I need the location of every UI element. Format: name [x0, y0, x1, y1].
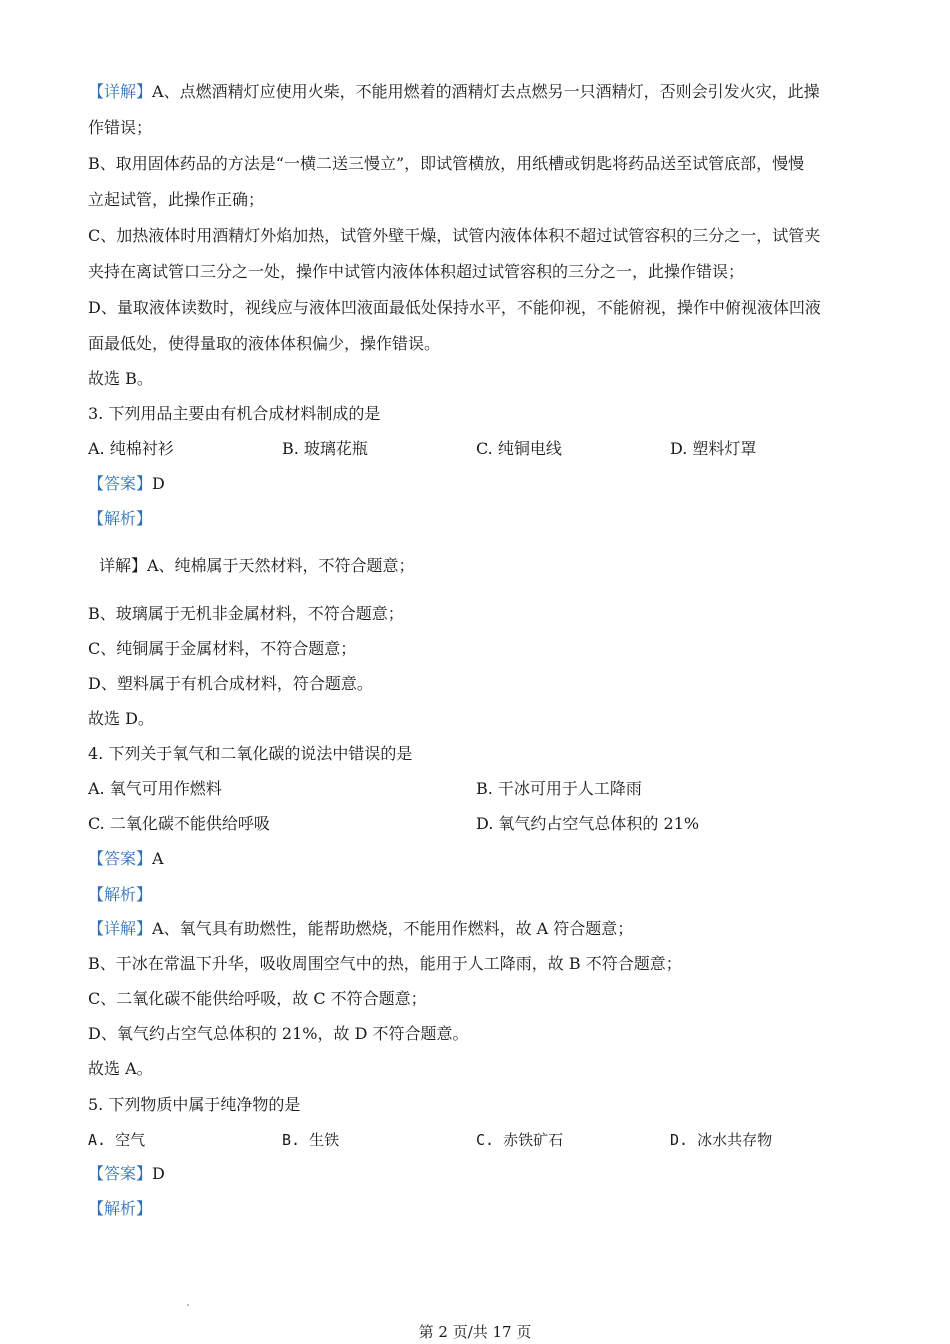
q3-conclusion: 故选 D。 — [88, 709, 154, 728]
q5-option-b: B. 生铁 — [282, 1131, 340, 1149]
q3-stem: 3. 下列用品主要由有机合成材料制成的是 — [88, 404, 381, 423]
q5-analysis-tag: 【解析】 — [88, 1199, 153, 1218]
detail-c-line2: 夹持在离试管口三分之一处，操作中试管内液体体积超过试管容积的三分之一，此操作错误； — [88, 262, 745, 281]
answer-value: A — [152, 849, 164, 868]
q4-stem: 4. 下列关于氧气和二氧化碳的说法中错误的是 — [88, 744, 413, 763]
q3-detail-c: C、纯铜属于金属材料，不符合题意； — [88, 639, 357, 658]
answer-tag: 【答案】 — [88, 1164, 153, 1183]
q4-analysis-tag: 【解析】 — [88, 885, 153, 904]
answer-value: D — [152, 474, 165, 493]
detail-c-line1: C、加热液体时用酒精灯外焰加热，试管外壁干燥，试管内液体体积不超过试管容积的三分之一，试管夹 — [88, 226, 821, 245]
q4-option-b: B. 干冰可用于人工降雨 — [476, 779, 642, 798]
q4-detail-a: 【详解】A、氧气具有助燃性，能帮助燃烧，不能用作燃料，故 A 符合题意； — [88, 919, 634, 938]
stray-dot — [187, 1304, 189, 1306]
detail-tag: 【详解】 — [88, 82, 153, 101]
detail-b-line2: 立起试管，此操作正确； — [88, 190, 265, 209]
q4-answer — [88, 849, 164, 869]
q5-option-a: A. 空气 — [88, 1131, 146, 1149]
detail-tag: 【详解】 — [88, 919, 153, 938]
detail-d-line2: 面最低处，使得量取的液体体积偏少，操作错误。 — [88, 334, 441, 353]
prev-conclusion: 故选 B。 — [88, 369, 153, 388]
q3-detail-b: B、玻璃属于无机非金属材料，不符合题意； — [88, 604, 404, 623]
q5-answer — [88, 1164, 165, 1184]
q4-option-a: A. 氧气可用作燃料 — [88, 779, 222, 798]
q3-analysis-tag: 【解析】 — [88, 509, 153, 528]
q3-detail-line: 详解】A、纯棉属于天然材料，不符合题意； — [99, 556, 415, 575]
q5-stem: 5. 下列物质中属于纯净物的是 — [88, 1095, 301, 1114]
q3-option-d: D. 塑料灯罩 — [670, 439, 757, 458]
q4-conclusion: 故选 A。 — [88, 1059, 153, 1078]
answer-tag: 【答案】 — [88, 849, 153, 868]
q5-option-d: D. 冰水共存物 — [670, 1131, 773, 1149]
q4-option-c: C. 二氧化碳不能供给呼吸 — [88, 814, 270, 833]
q3-option-b: B. 玻璃花瓶 — [282, 439, 368, 458]
detail-a-line1: 【详解】A、点燃酒精灯应使用火柴，不能用燃着的酒精灯去点燃另一只酒精灯，否则会引发火灾，此操 — [88, 82, 820, 101]
q3-detail-d: D、塑料属于有机合成材料，符合题意。 — [88, 674, 373, 693]
answer-value: D — [152, 1164, 165, 1183]
q4-detail-c: C、二氧化碳不能供给呼吸，故 C 不符合题意； — [88, 989, 427, 1008]
detail-b-line1: B、取用固体药品的方法是“一横二送三慢立”，即试管横放，用纸槽或钥匙将药品送至试管底部，慢慢 — [88, 154, 805, 173]
q4-option-d: D. 氧气约占空气总体积的 21% — [476, 814, 700, 833]
answer-tag: 【答案】 — [88, 474, 153, 493]
page-footer: 第 2 页/共 17 页 — [418, 1323, 532, 1341]
detail-a-line2: 作错误； — [88, 118, 153, 137]
detail-d-line1: D、量取液体读数时，视线应与液体凹液面最低处保持水平，不能仰视，不能俯视，操作中俯视液体凹液 — [88, 298, 821, 317]
q3-option-c: C. 纯铜电线 — [476, 439, 562, 458]
q3-option-a: A. 纯棉衬衫 — [88, 439, 174, 458]
q3-answer — [88, 474, 165, 494]
q4-detail-d: D、氧气约占空气总体积的 21%，故 D 不符合题意。 — [88, 1024, 469, 1043]
q5-option-c: C. 赤铁矿石 — [476, 1131, 564, 1149]
q4-detail-b: B、干冰在常温下升华，吸收周围空气中的热，能用于人工降雨，故 B 不符合题意； — [88, 954, 682, 973]
